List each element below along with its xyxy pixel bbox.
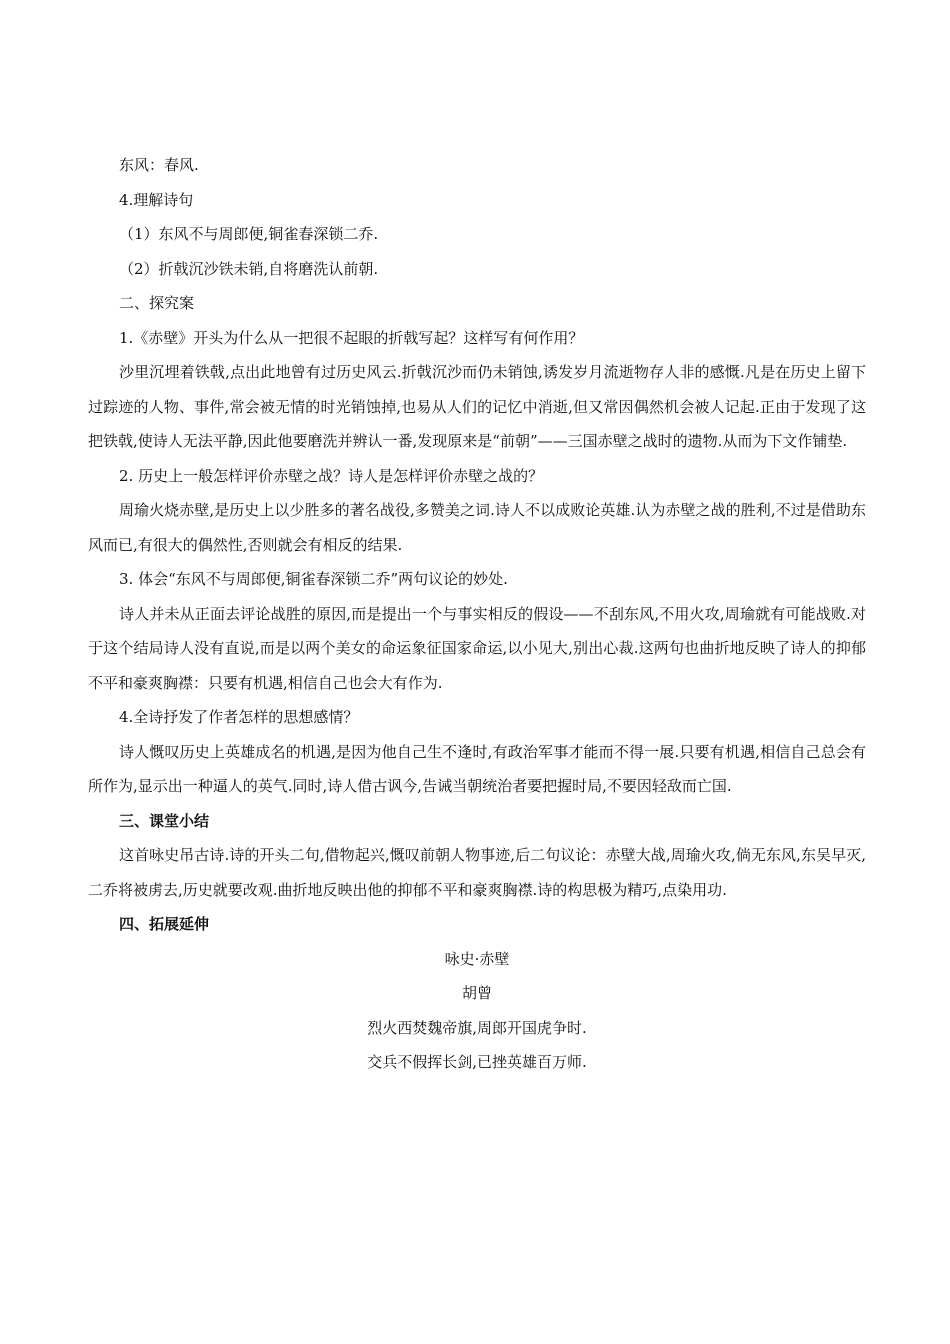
question: 4.全诗抒发了作者怎样的思想感情？ xyxy=(119,708,359,726)
question: 3. 体会“东风不与周郎便,铜雀春深锁二乔”两句议论的妙处. xyxy=(119,570,508,588)
poem-title: 咏史·赤壁 xyxy=(444,949,510,968)
summary-heading: 三、课堂小结 xyxy=(119,811,210,830)
term-definition: 东风：春风. xyxy=(119,156,199,174)
question: 2. 历史上一般怎样评价赤壁之战？诗人是怎样评价赤壁之战的？ xyxy=(119,466,544,485)
poem-author: 胡曾 xyxy=(461,984,492,1002)
poem-line: 交兵不假挥长剑,已挫英雄百万师. xyxy=(367,1053,587,1071)
answer: 诗人并未从正面去评论战胜的原因,而是提出一个与事实相反的假设——不刮东风,不用火攻,周瑜就有可能战败.对于这个结局诗人没有直说,而是以两个美女的命运象征国家命运,以小见大,别出心裁.这两句也曲折地反映了诗人的抑郁不平和豪爽胸襟：只要有机遇,相信自己也会大有作为. xyxy=(88,604,866,692)
section-heading: 二、探究案 xyxy=(119,294,195,312)
document-page xyxy=(88,148,866,1080)
answer: 沙里沉埋着铁戟,点出此地曾有过历史风云.折戟沉沙而仍未销蚀,诱发岁月流逝物存人非的感慨.凡是在历史上留下过踪迹的人物、事件,常会被无情的时光销蚀掉,也易从人们的记忆中消逝,但又常因偶然机会被人记起.正由于发现了这把铁戟,使诗人无法平静,因此他要磨洗并辨认一番,发现原来是“前朝”——三国赤壁之战时的遗物.从而为下文作铺垫. xyxy=(88,363,866,450)
summary-text: 这首咏史吊古诗.诗的开头二句,借物起兴,慨叹前朝人物事迹,后二句议论：赤壁大战,周瑜火攻,倘无东风,东吴早灭,二乔将被虏去,历史就要改观.曲折地反映出他的抑郁不平和豪爽胸襟.诗的构思极为精巧,点染用功. xyxy=(88,846,866,899)
answer: 周瑜火烧赤壁,是历史上以少胜多的著名战役,多赞美之词.诗人不以成败论英雄.认为赤壁之战的胜利,不过是借助东风而已,有很大的偶然性,否则就会有相反的结果. xyxy=(88,501,866,554)
poem-line-item: （1）东风不与周郎便,铜雀春深锁二乔. xyxy=(119,225,379,243)
section-item-heading: 4.理解诗句 xyxy=(119,190,194,209)
poem-line: 烈火西焚魏帝旗,周郎开国虎争时. xyxy=(367,1018,587,1037)
question: 1.《赤壁》开头为什么从一把很不起眼的折戟写起？这样写有何作用？ xyxy=(119,328,584,347)
poem-line-item: （2）折戟沉沙铁未销,自将磨洗认前朝. xyxy=(119,259,379,278)
answer: 诗人慨叹历史上英雄成名的机遇,是因为他自己生不逢时,有政治军事才能而不得一展.只要有机遇,相信自己总会有所作为,显示出一种逼人的英气.同时,诗人借古讽今,告诫当朝统治者要把握时局,不要因轻敌而亡国. xyxy=(88,742,866,795)
extension-heading: 四、拓展延伸 xyxy=(119,915,210,933)
